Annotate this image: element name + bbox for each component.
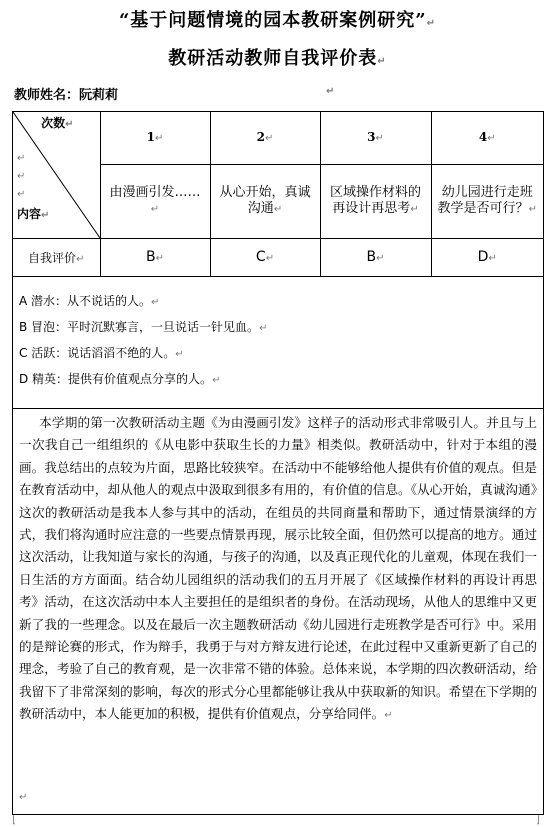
grade-cell-2: C↵ — [210, 238, 320, 276]
grade-cell-4: D↵ — [431, 238, 543, 276]
paragraph-mark: ↵ — [19, 792, 28, 803]
page-corner-mark: ⌊ — [12, 815, 16, 826]
title-line-2: 教研活动教师自我评价表↵ — [168, 48, 387, 69]
topic-cell-3: 区域操作材料的再设计再思考↵ — [320, 164, 431, 238]
column-number-2: 2↵ — [210, 112, 320, 164]
column-number-3: 3↵ — [320, 112, 431, 164]
table-row — [13, 112, 543, 164]
legend-item-c: C 活跃：说话滔滔不绝的人。↵ — [19, 346, 184, 360]
legend-item-b: B 冒泡：平时沉默寡言，一旦说话一针见血。↵ — [19, 320, 268, 334]
paragraph-mark: ↵ — [426, 18, 437, 29]
paragraph-mark: ↵ — [326, 86, 335, 97]
paragraph-mark: ↵ — [377, 56, 387, 67]
corner-label-times: 次数↵ — [41, 116, 74, 130]
legend-item-d: D 精英：提供有价值观点分享的人。↵ — [19, 372, 221, 386]
corner-label-content: 内容↵ — [17, 206, 50, 221]
teacher-name: 教师姓名：阮莉莉 ↵ — [14, 86, 335, 103]
grade-cell-3: B↵ — [320, 238, 431, 276]
title-line-1: “基于问题情境的园本教研案例研究”↵ — [118, 10, 437, 31]
self-eval-label: 自我评价↵ — [13, 238, 100, 276]
section-divider — [13, 408, 543, 409]
header-corner-cell — [13, 112, 100, 238]
grade-cell-1: B↵ — [100, 238, 210, 276]
topic-cell-4: 幼儿园进行走班教学是否可行？↵ — [431, 164, 543, 238]
paragraph-marks: ↵ ↵ ↵ — [17, 153, 26, 200]
grade-legend — [19, 288, 539, 392]
self-evaluation-essay: 本学期的第一次教研活动主题《为由漫画引发》这样子的活动形式非常吸引人。并且与上一次我自己一组组织的《从电影中获取生长的力量》相类似。教研活动中，针对于本组的漫画。我总结出的点较为片面，思路比较狭窄。在活动中不能够给他人提供有价值的观点。但是在教育活动中，却从他人的观点中汲取到很多有用的，有价值的信息。《从心开始，真诚沟通》这次的教研活动是我本人参与其中的活动，在组员的共同商量和帮助下，通过情景演绎的方式，我们将沟通时应注意的一些要点情景再现，展示比较全面，但仍然可以提高的地方。通过这次活动，让我知道与家长的沟通，与孩子的沟通，以及真正现代化的儿童观，体现在我们一日生活的方方面面。结合幼儿园组织的活动我们的五月开展了《区域操作材料的再设计再思考》活动，在这次活动中本人主要担任的是组织者的身份。在活动现场，从他人的思维中又更新了我的一些理念。以及在最后一次主题教研活动《幼儿园进行走班教学是否可行》中。采用的是辩论赛的形式，作为辩手，我勇于与对方辩友进行论述，在此过程中又重新更新了自己的理念，考验了自己的教育观，是一次非常不错的体验。总体来说，本学期的四次教研活动，给我留下了非常深刻的影响，每次的形式分心里都能够让我从中获取新的知识。希望在下学期的教研活动中，本人能更加的积极，提供有价值观点，分享给同伴。↵ — [19, 415, 537, 722]
column-number-1: 1↵ — [100, 112, 210, 164]
table-row — [13, 238, 543, 276]
column-number-4: 4↵ — [431, 112, 543, 164]
page-corner-mark: ⌋ — [536, 815, 540, 826]
evaluation-table — [13, 112, 543, 277]
topic-cell-1: 由漫画引发……↵ — [100, 164, 210, 238]
topic-cell-2: 从心开始，真诚沟通↵ — [210, 164, 320, 238]
legend-item-a: A 潜水：从不说话的人。↵ — [19, 294, 160, 308]
evaluation-form — [12, 111, 544, 815]
